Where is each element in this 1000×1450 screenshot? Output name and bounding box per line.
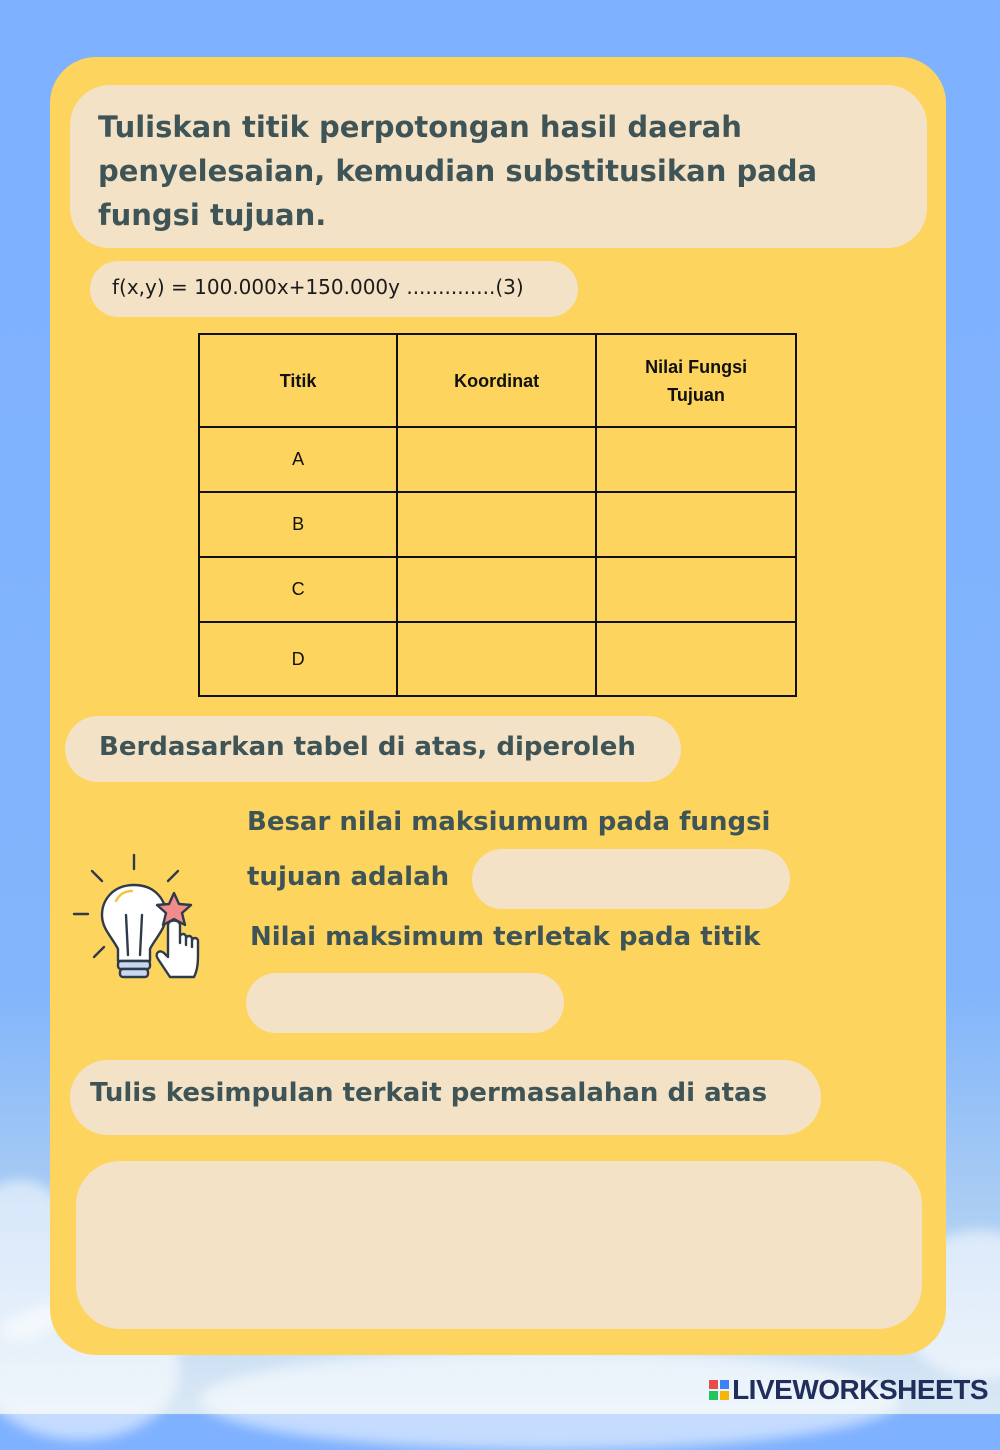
lightbulb-icon [72, 849, 202, 989]
table-header-row [199, 334, 796, 427]
point-label: B [199, 492, 397, 557]
liveworksheets-logo-icon [709, 1380, 729, 1400]
results-heading: Berdasarkan tabel di atas, diperoleh [65, 716, 681, 782]
max-value-answer-field[interactable] [472, 849, 790, 909]
objective-function: f(x,y) = 100.000x+150.000y ..............(3) [90, 261, 578, 317]
column-header-objective-value [596, 334, 796, 427]
vertex-table [198, 333, 797, 697]
point-label: D [199, 622, 397, 696]
point-label: C [199, 557, 397, 622]
column-header-point: Titik [199, 334, 397, 427]
max-value-label-line1: Besar nilai maksiumum pada fungsi [247, 807, 771, 837]
worksheet-card [50, 57, 946, 1355]
column-header-objective-value-text: Nilai Fungsi Tujuan [645, 356, 748, 405]
liveworksheets-brand[interactable] [709, 1374, 988, 1406]
objective-value-input[interactable] [596, 557, 796, 622]
column-header-coordinate: Koordinat [397, 334, 596, 427]
brand-name: LIVEWORKSHEETS [732, 1374, 988, 1405]
max-value-label-line2: tujuan adalah [247, 862, 450, 892]
max-point-answer-field[interactable] [246, 973, 564, 1033]
point-label: A [199, 427, 397, 492]
conclusion-answer-field[interactable] [76, 1161, 922, 1329]
coordinate-input[interactable] [397, 427, 596, 492]
coordinate-input[interactable] [397, 492, 596, 557]
objective-value-input[interactable] [596, 622, 796, 696]
table-row [199, 492, 796, 557]
coordinate-input[interactable] [397, 557, 596, 622]
task-prompt: Tuliskan titik perpotongan hasil daerah penyelesaian, kemudian substitusikan pada fungsi tujuan. [70, 85, 927, 248]
table-row [199, 427, 796, 492]
objective-value-input[interactable] [596, 427, 796, 492]
conclusion-prompt: Tulis kesimpulan terkait permasalahan di atas [70, 1060, 821, 1135]
objective-value-input[interactable] [596, 492, 796, 557]
table-row [199, 622, 796, 696]
coordinate-input[interactable] [397, 622, 596, 696]
max-point-label: Nilai maksimum terletak pada titik [250, 922, 761, 952]
table-row [199, 557, 796, 622]
